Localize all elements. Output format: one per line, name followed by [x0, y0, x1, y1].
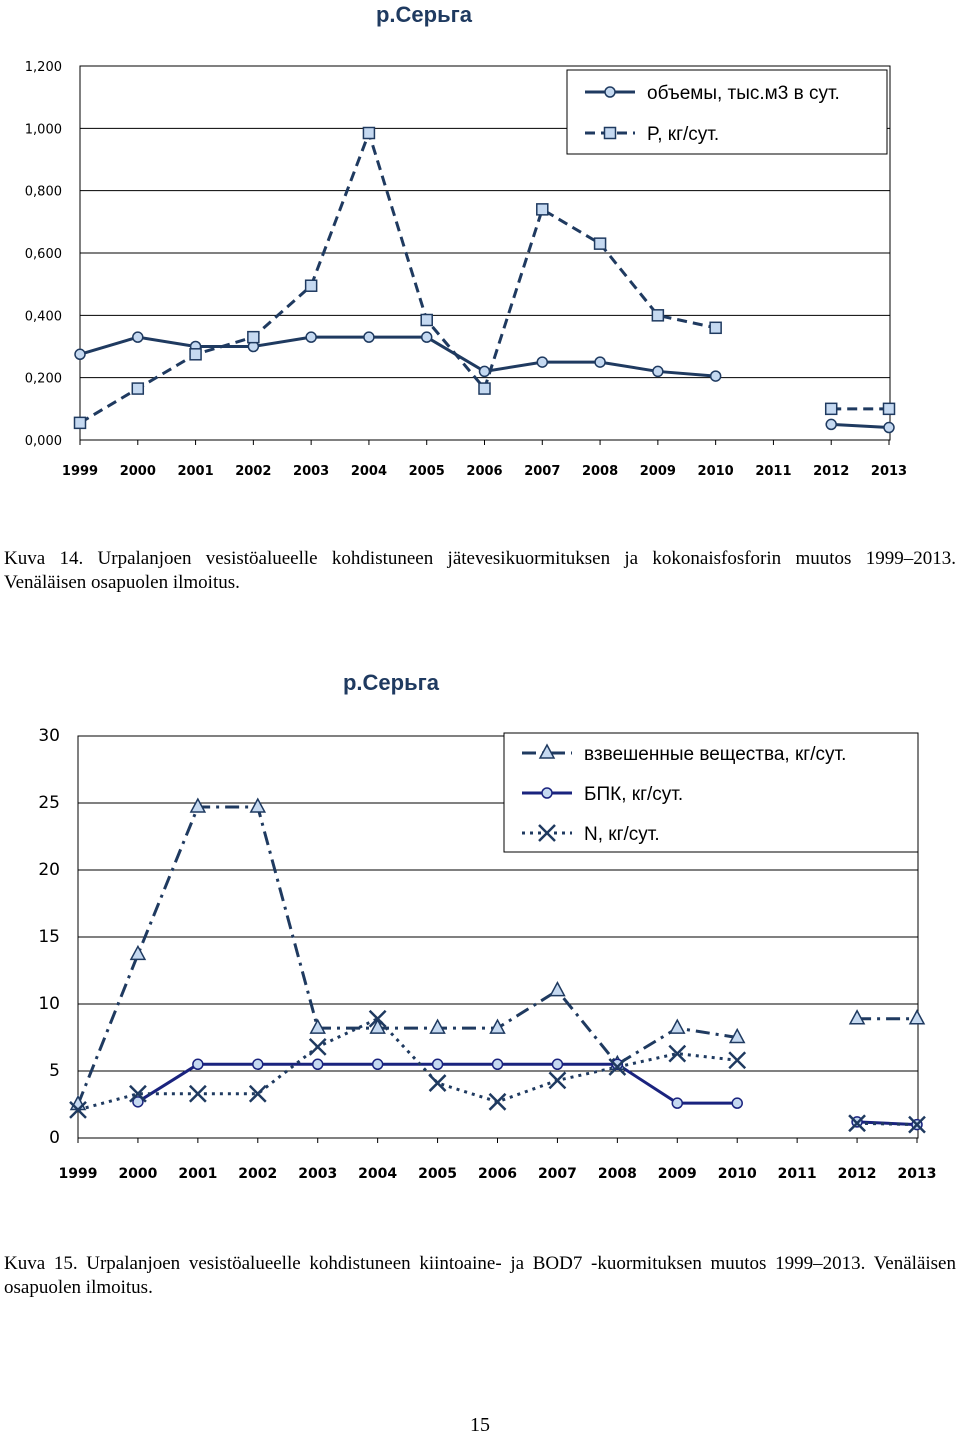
chart-2-x-tick-label: 2009 [657, 1166, 697, 1182]
chart-1-y-tick-label: 0,000 [24, 434, 62, 449]
chart-1-series-0-point [595, 357, 605, 367]
chart-1-series-1-point [537, 204, 548, 215]
chart-2-x-tick-label: 2004 [358, 1166, 398, 1182]
chart-1-x-tick-label: 2010 [697, 464, 734, 479]
chart-2-series-1-point [493, 1059, 503, 1069]
chart-2-legend-label: БПК, кг/сут. [584, 784, 684, 805]
chart-1-legend-label: объемы, тыс.м3 в сут. [647, 83, 840, 104]
chart-1-x-tick-label: 2004 [350, 464, 388, 479]
chart-1-y-tick-label: 0,800 [24, 184, 62, 200]
chart-2-series-1-point [732, 1098, 742, 1108]
chart-1-series-1-point [652, 310, 663, 321]
chart-1-series-0-point [306, 332, 316, 342]
chart-1-title: р.Серьга [375, 2, 473, 27]
chart-1-series-1-point [884, 403, 895, 414]
chart-1-series-0-point [537, 357, 547, 367]
chart-1-x-tick-label: 2009 [639, 464, 676, 479]
chart-1-y-tick-label: 1,200 [24, 60, 62, 75]
chart-2-y-tick-label: 15 [38, 927, 60, 947]
chart-2-series-1-point [253, 1059, 263, 1069]
chart-1-x-tick-label: 2013 [870, 464, 908, 479]
chart-2-legend-label: взвешенные вещества, кг/сут. [584, 744, 847, 765]
chart-1-x-tick-label: 2007 [524, 464, 561, 479]
chart-1-x-tick-label: 2000 [119, 464, 156, 479]
chart-1-series-0-point [422, 332, 432, 342]
chart-1-x-tick-label: 2001 [177, 464, 214, 479]
chart-1-series-0-point [364, 332, 374, 342]
chart-2-x-tick-label: 2000 [118, 1166, 158, 1182]
chart-1-y-tick-label: 0,400 [24, 309, 62, 325]
chart-2-x-tick-label: 2010 [717, 1166, 757, 1182]
chart-1-series-0-point [480, 366, 490, 376]
chart-2-series-1-point [672, 1098, 682, 1108]
chart-1-y-tick-label: 0,600 [24, 247, 62, 262]
chart-1-series-1-point [75, 417, 86, 428]
chart-1-y-tick-label: 1,000 [24, 122, 62, 138]
chart-1-x-tick-label: 2008 [581, 464, 619, 479]
chart-2-y-tick-label: 30 [38, 726, 60, 746]
chart-2-y-tick-label: 10 [38, 994, 60, 1014]
chart-1-series-1-point [595, 238, 606, 249]
chart-2-series-1-point [193, 1059, 203, 1069]
chart-2-y-tick-label: 5 [49, 1061, 60, 1081]
chart-2-x-tick-label: 2007 [537, 1166, 577, 1182]
chart-2-y-tick-label: 0 [49, 1128, 60, 1148]
chart-1-series-1-point [421, 315, 432, 326]
chart-1-series-1-point [710, 322, 721, 333]
chart-2-x-tick-label: 2005 [418, 1166, 458, 1182]
chart-1-x-tick-label: 2003 [293, 464, 330, 479]
chart-2-x-tick-label: 2002 [238, 1166, 278, 1182]
chart-1-series-0-point [826, 419, 836, 429]
chart-1-phosphorus-volume [0, 0, 960, 490]
chart-1-series-0-point [75, 349, 85, 359]
chart-2-series-1-point [373, 1059, 383, 1069]
chart-1-legend-swatch-marker [605, 87, 615, 97]
chart-2-x-tick-label: 2003 [298, 1166, 338, 1182]
chart-1-legend-label: P, кг/сут. [647, 124, 720, 145]
chart-2-x-tick-label: 1999 [58, 1166, 98, 1182]
chart-1-series-1-point [190, 349, 201, 360]
chart-1-series-1-point [363, 128, 374, 139]
figure-caption-15: Kuva 15. Urpalanjoen vesistöalueelle kohdistuneen kiintoaine- ja BOD7 -kuormituksen muutos 1999–2013. Venäläisen osapuolen ilmoitus. [4, 1253, 956, 1298]
chart-2-series-1-point [313, 1059, 323, 1069]
page-number: 15 [470, 1414, 490, 1436]
chart-2-legend-swatch-marker [542, 788, 552, 798]
chart-1-series-1-point [826, 403, 837, 414]
chart-2-x-tick-label: 2006 [478, 1166, 517, 1182]
chart-2-legend-label: N, кг/сут. [584, 824, 660, 845]
chart-1-series-1-point [132, 383, 143, 394]
chart-2-x-tick-label: 2013 [897, 1166, 937, 1182]
chart-1-x-tick-label: 2002 [235, 464, 272, 479]
chart-1-series-1-point [306, 280, 317, 291]
chart-2-series-1-point [552, 1059, 562, 1069]
chart-1-x-tick-label: 2011 [755, 464, 792, 479]
figure-caption-14: Kuva 14. Urpalanjoen vesistöalueelle kohdistuneen jätevesikuormituksen ja kokonaisfosforin muutos 1999–2013. Venäläisen osapuolen ilmoitus. [4, 548, 956, 593]
chart-1-series-1-point [248, 332, 259, 343]
chart-2-title: р.Серьга [342, 670, 440, 695]
chart-1-x-tick-label: 2005 [408, 464, 445, 479]
chart-1-series-0-point [133, 332, 143, 342]
chart-1-y-tick-label: 0,200 [24, 371, 62, 387]
chart-1-series-1-point [479, 383, 490, 394]
chart-2-x-tick-label: 2012 [837, 1166, 877, 1182]
chart-1-x-tick-label: 1999 [61, 464, 99, 479]
chart-2-y-tick-label: 20 [38, 860, 60, 880]
chart-2-x-tick-label: 2001 [178, 1166, 218, 1182]
chart-1-x-tick-label: 2006 [466, 464, 503, 479]
chart-2-x-tick-label: 2011 [777, 1166, 817, 1182]
chart-1-series-0-point [653, 366, 663, 376]
chart-1-x-tick-label: 2012 [813, 464, 850, 479]
chart-2-solids-bod-nitrogen [0, 660, 960, 1190]
chart-2-x-tick-label: 2008 [597, 1166, 637, 1182]
chart-2-series-1-point [433, 1059, 443, 1069]
chart-1-series-0-point [711, 371, 721, 381]
chart-2-y-tick-label: 25 [38, 793, 60, 813]
chart-1-legend-swatch-marker [605, 128, 616, 139]
chart-1-series-0-point [884, 423, 894, 433]
